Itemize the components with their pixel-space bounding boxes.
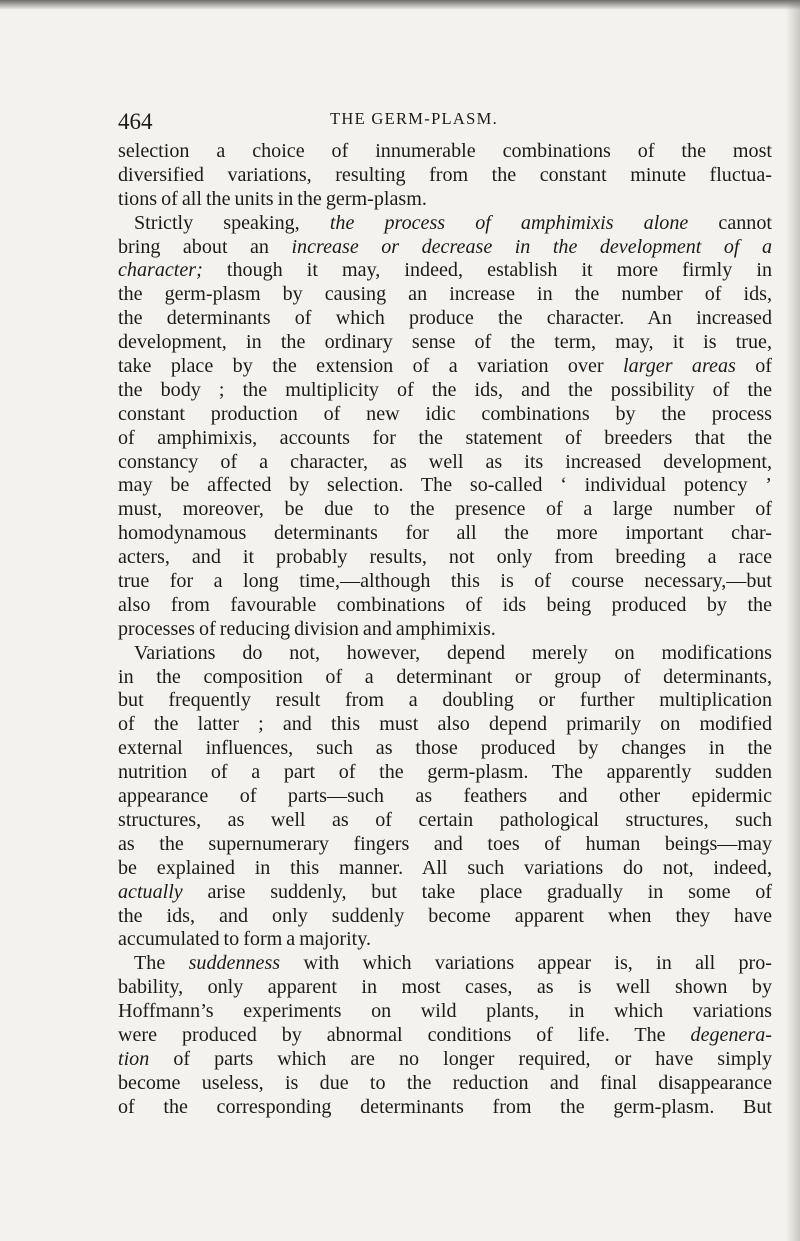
text-line: bring about an increase or decrease in the development of a bbox=[118, 235, 773, 258]
text-line: true for a long time,—although this is of course necessary,—but bbox=[118, 570, 772, 593]
text-line: the body ; the multiplicity of the ids, and the possibility of the bbox=[118, 378, 772, 401]
text-line: diversified variations, resulting from the constant minute fluctua- bbox=[118, 163, 772, 186]
text-line: nutrition of a part of the germ-plasm. The apparently sudden bbox=[118, 761, 772, 784]
text-line: acters, and it probably results, not only from breeding a race bbox=[118, 546, 772, 569]
text-line: constant production of new idic combinations by the process bbox=[118, 402, 772, 425]
text-line: tions of all the units in the germ-plasm. bbox=[118, 187, 427, 210]
text-line: may be affected by selection. The so-called ‘ individual potency ’ bbox=[118, 474, 772, 497]
text-line: accumulated to form a majority. bbox=[118, 928, 372, 951]
text-line: but frequently result from a doubling or further multiplication bbox=[118, 689, 772, 712]
text-line: Strictly speaking, the process of amphimixis alone cannot bbox=[134, 211, 772, 234]
page-number: 464 bbox=[118, 109, 153, 134]
text-line: external influences, such as those produced by changes in the bbox=[118, 737, 772, 760]
scan-page-edge bbox=[786, 0, 800, 1241]
text-line: of the corresponding determinants from the germ-plasm. But bbox=[118, 1095, 772, 1118]
text-line: also from favourable combinations of ids being produced by the bbox=[118, 593, 772, 616]
text-line: the determinants of which produce the character. An increased bbox=[118, 307, 772, 330]
running-title: THE GERM-PLASM. bbox=[330, 109, 499, 128]
text-line: be explained in this manner. All such variations do not, indeed, bbox=[118, 856, 772, 879]
text-line: The suddenness with which variations appear is, in all pro- bbox=[134, 952, 772, 975]
text-line: character; though it may, indeed, establish it more firmly in bbox=[118, 259, 772, 282]
text-line: the ids, and only suddenly become apparent when they have bbox=[118, 904, 772, 927]
scan-top-shadow bbox=[0, 0, 800, 10]
text-line: in the composition of a determinant or group of determinants, bbox=[118, 665, 772, 688]
text-line: tion of parts which are no longer required, or have simply bbox=[118, 1047, 772, 1070]
text-line: must, moreover, be due to the presence of a large number of bbox=[118, 498, 772, 521]
text-line: of the latter ; and this must also depend primarily on modified bbox=[118, 713, 772, 736]
page-header bbox=[118, 105, 738, 135]
text-line: structures, as well as of certain pathological structures, such bbox=[118, 808, 772, 831]
text-line: bability, only apparent in most cases, as is well shown by bbox=[118, 976, 772, 999]
text-line: Variations do not, however, depend merely on modifications bbox=[134, 641, 772, 664]
body-text bbox=[118, 140, 772, 1120]
text-line: Hoffmann’s experiments on wild plants, in which variations bbox=[118, 1000, 772, 1023]
text-line: of amphimixis, accounts for the statement of breeders that the bbox=[118, 426, 772, 449]
text-line: homodynamous determinants for all the more important char- bbox=[118, 522, 772, 545]
text-line: actually arise suddenly, but take place gradually in some of bbox=[118, 880, 772, 903]
text-line: as the supernumerary fingers and toes of human beings—may bbox=[118, 832, 772, 855]
text-line: selection a choice of innumerable combinations of the most bbox=[118, 140, 772, 162]
text-line: appearance of parts—such as feathers and other epidermic bbox=[118, 785, 772, 808]
text-line: the germ-plasm by causing an increase in the number of ids, bbox=[118, 283, 772, 306]
text-line: development, in the ordinary sense of the term, may, it is true, bbox=[118, 331, 772, 354]
text-line: were produced by abnormal conditions of life. The degenera- bbox=[118, 1023, 772, 1046]
text-line: constancy of a character, as well as its increased development, bbox=[118, 450, 772, 473]
text-line: take place by the extension of a variation over larger areas of bbox=[118, 355, 772, 378]
text-line: become useless, is due to the reduction and final disappearance bbox=[118, 1071, 772, 1094]
text-line: processes of reducing division and amphimixis. bbox=[118, 617, 496, 640]
